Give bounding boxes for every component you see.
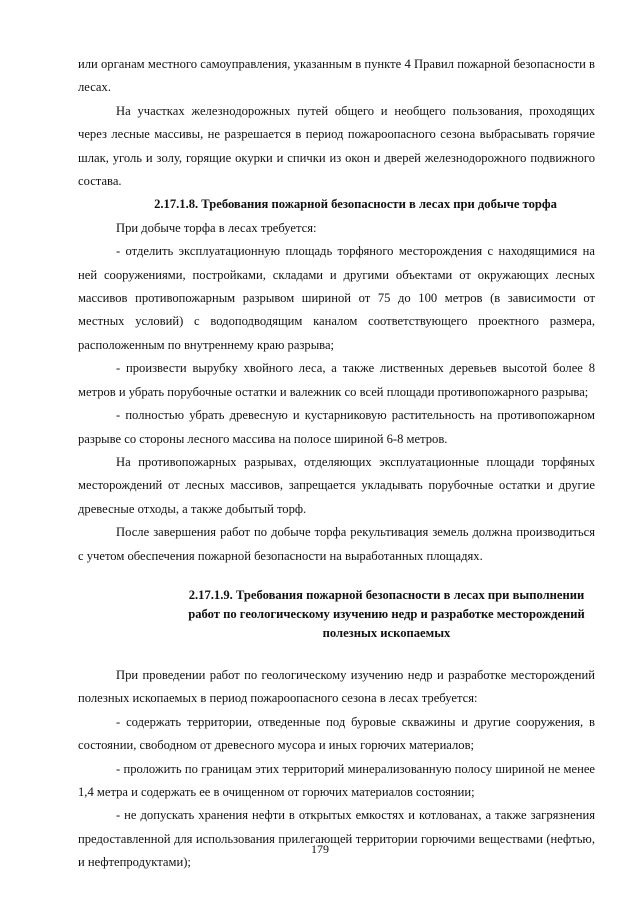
list-item: - полностью убрать древесную и кустарниковую растительность на противопожарном разрыве со стороны лесного массива на полосе шириной 6-8 метров.: [78, 408, 595, 446]
list-item: - проложить по границам этих территорий минерализованную полосу шириной не менее 1,4 метра и содержать ее в очищенном от горючих материалов состоянии;: [78, 761, 595, 799]
list-item: - отделить эксплуатационную площадь торфяного месторождения с находящимися на ней сооружениями, постройками, складами и другими объектами от окружающих лесных массивов противопожарным разрывом шириной от 75 до 100 метров (в зависимости от местных условий) с водоподводящим каналом соответствующего проектного размера, расположенным по внутреннему краю разрыва;: [78, 244, 595, 352]
section-heading-line: работ по геологическому изучению недр и разработке месторождений: [188, 606, 585, 621]
text-column: [78, 53, 595, 875]
paragraph: При добыче торфа в лесах требуется:: [116, 220, 317, 235]
list-item: - произвести вырубку хвойного леса, а также лиственных деревьев высотой более 8 метров и убрать порубочные остатки и валежник со всей площади противопожарного разрыва;: [78, 361, 595, 399]
paragraph: или органам местного самоуправления, указанным в пункте 4 Правил пожарной безопасности в лесах.: [78, 57, 595, 95]
section-heading: [78, 586, 595, 643]
list-item: - содержать территории, отведенные под буровые скважины и другие сооружения, в состоянии, свободном от древесного мусора и иных горючих материалов;: [78, 714, 595, 753]
list-item: - не допускать хранения нефти в открытых емкостях и котлованах, а также загрязнения предоставленной для использования прилегающей территории горючими веществами (нефтью, и нефтепродуктами);: [78, 808, 595, 870]
page-number: 179: [311, 842, 329, 856]
section-heading-line: полезных ископаемых: [322, 625, 451, 640]
paragraph: После завершения работ по добыче торфа рекультивация земель должна производиться с учетом обеспечения пожарной безопасности на выработанных площадях.: [78, 525, 595, 563]
paragraph: При проведении работ по геологическому изучению недр и разработке месторождений полезных ископаемых в период пожароопасного сезона в лесах требуется:: [78, 667, 595, 706]
paragraph: На участках железнодорожных путей общего и необщего пользования, проходящих через лесные массивы, не разрешается в период пожароопасного сезона выбрасывать горячие шлак, уголь и золу, горящие окурки и спички из окон и дверей железнодорожного подвижного состава.: [78, 103, 595, 189]
section-heading: 2.17.1.8. Требования пожарной безопасности в лесах при добыче торфа: [154, 197, 557, 212]
paragraph: На противопожарных разрывах, отделяющих эксплуатационные площади торфяных месторождений от лесных массивов, запрещается укладывать порубочные остатки и другие древесные отходы, а также добытый торф.: [78, 454, 595, 516]
section-heading-line: 2.17.1.9. Требования пожарной безопасности в лесах при выполнении: [188, 587, 585, 602]
